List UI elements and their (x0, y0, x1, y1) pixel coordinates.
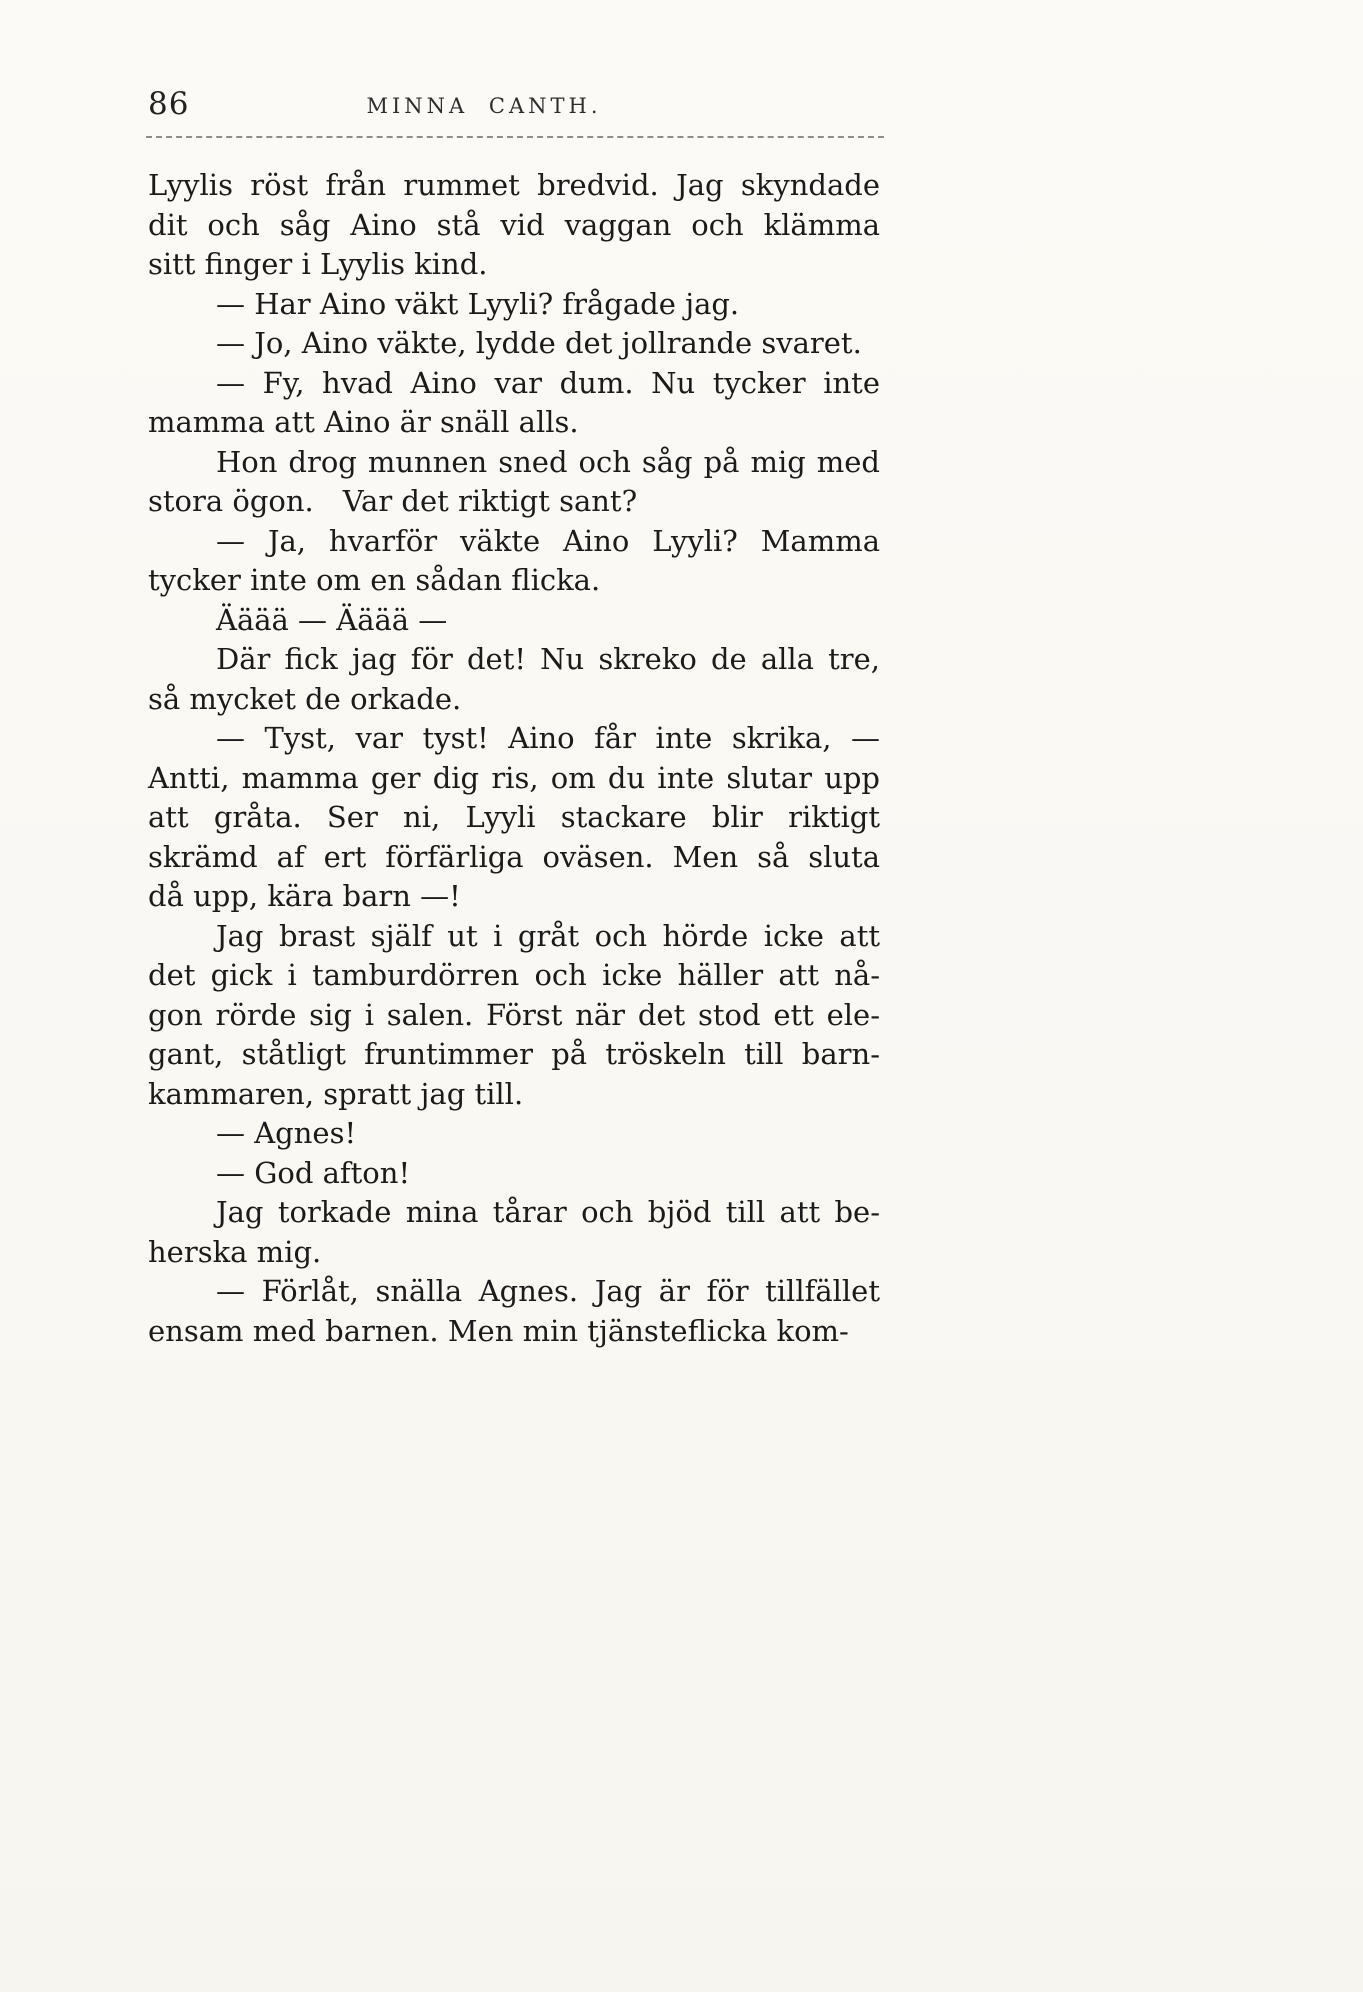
text-line: gon rörde sig i salen. Först när det stod ett ele- (148, 997, 880, 1032)
text-line: — Fy, hvad Aino var dum. Nu tycker inte (216, 365, 880, 400)
text-line: stora ögon. Var det riktigt sant? (148, 484, 638, 518)
text-line: — Förlåt, snälla Agnes. Jag är för tillfället (216, 1274, 880, 1308)
page-header (148, 80, 880, 122)
text-line: Antti, mamma ger dig ris, om du inte slutar upp (148, 760, 880, 795)
text-line: då upp, kära barn —! (148, 879, 461, 913)
text-line: mamma att Aino är snäll alls. (148, 405, 579, 439)
text-line: skrämd af ert förfärliga oväsen. Men så sluta (148, 839, 880, 874)
text-line: dit och såg Aino stå vid vaggan och klämma (148, 207, 880, 242)
header-rule (146, 136, 884, 138)
text-line: kammaren, spratt jag till. (148, 1076, 524, 1111)
text-line: — Tyst, var tyst! Aino får inte skrika, — (216, 721, 880, 755)
page-number: 86 (148, 86, 190, 122)
text-line: Där fick jag för det! Nu skreko de alla tre, (216, 642, 880, 676)
text-block (148, 166, 880, 1351)
text-line: det gick i tamburdörren och icke häller att nå- (148, 958, 880, 992)
text-line: — Agnes! (216, 1116, 357, 1150)
text-line: sitt finger i Lyylis kind. (148, 247, 488, 281)
text-line: Ääää — Ääää — (216, 602, 448, 637)
text-line: — Ja, hvarför väkte Aino Lyyli? Mamma (216, 523, 880, 558)
text-line: så mycket de orkade. (148, 681, 462, 716)
text-line: herska mig. (148, 1234, 322, 1269)
running-title: MINNA CANTH. (366, 94, 602, 118)
text-line: att gråta. Ser ni, Lyyli stackare blir riktigt (148, 800, 880, 834)
text-line: Lyylis röst från rummet bredvid. Jag skyndade (148, 168, 880, 202)
text-line: — Har Aino väkt Lyyli? frågade jag. (216, 286, 740, 321)
text-line: ensam med barnen. Men min tjänsteflicka kom- (148, 1313, 849, 1348)
text-line: gant, ståtligt fruntimmer på tröskeln till barn- (148, 1037, 880, 1071)
text-line: Jag torkade mina tårar och bjöd till att be- (216, 1195, 880, 1229)
text-line: Jag brast själf ut i gråt och hörde icke att (216, 918, 880, 953)
text-line: tycker inte om en sådan flicka. (148, 563, 601, 597)
text-line: — God afton! (216, 1155, 411, 1190)
text-line: Hon drog munnen sned och såg på mig med (216, 444, 880, 479)
text-line: — Jo, Aino väkte, lydde det jollrande svaret. (216, 326, 862, 360)
